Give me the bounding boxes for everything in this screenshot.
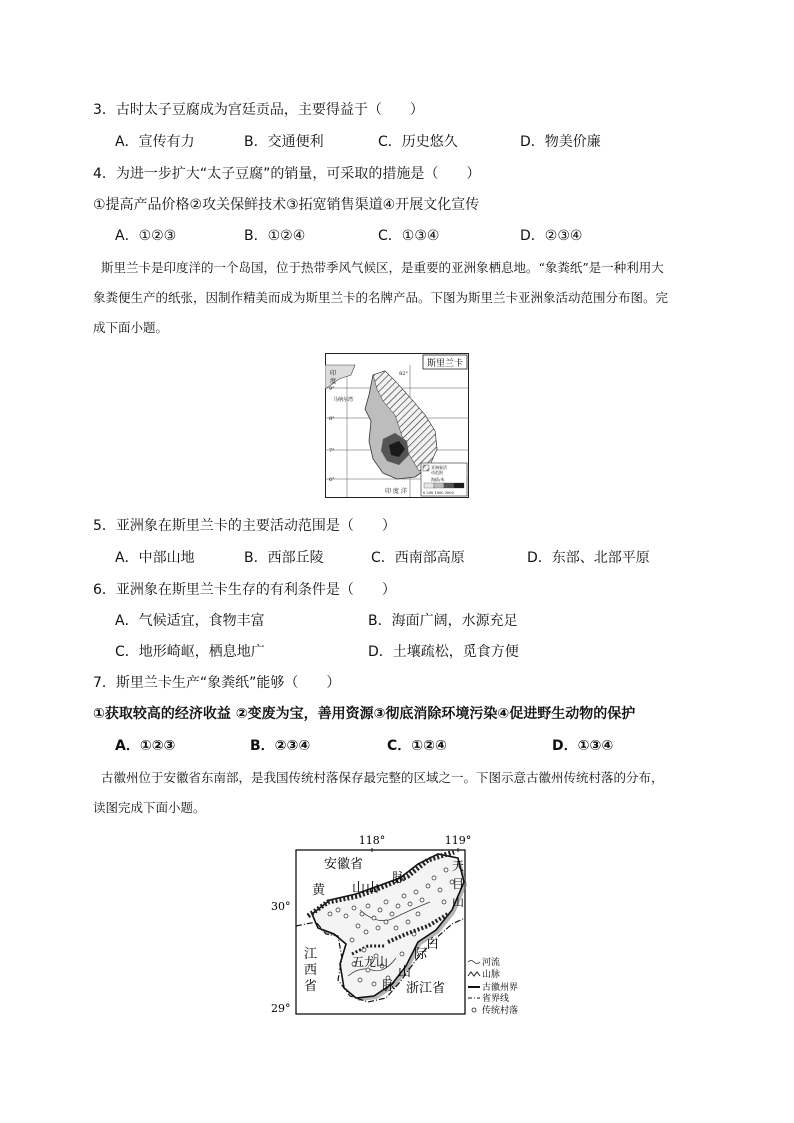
legend-village-icon <box>472 1008 476 1012</box>
map2-lat-29: 29° <box>271 1002 291 1015</box>
label-baiji-3: 山 <box>398 965 412 980</box>
q7-option-d: D．①③④ <box>552 738 614 754</box>
q7-items: ①获取较高的经济收益 ②变废为宝，善用资源③彻底消除环境污染④促进野生动物的保护 <box>93 706 636 722</box>
label-huang-3: 山 <box>366 881 380 896</box>
q7-option-c: C．①②④ <box>387 738 447 754</box>
map1-title: 斯里兰卡 <box>426 359 464 369</box>
legend-hatch-swatch <box>423 465 429 471</box>
q6-option-c: C．地形崎岖，栖息地广 <box>115 644 265 660</box>
label-anhui: 安徽省 <box>324 857 364 872</box>
label-huang-1: 黄 <box>312 883 326 898</box>
map1-lat-8: 8° <box>329 416 335 422</box>
map1-lon-label: 82° <box>399 371 408 377</box>
legend-mountain: 山脉 <box>482 970 501 980</box>
map1-sea-top-2: 度 <box>330 378 337 385</box>
label-wulong: 五龙山 <box>352 955 389 969</box>
map1-lat-7: 7° <box>329 448 335 454</box>
legend-river-icon <box>468 961 480 964</box>
passage1-line-1: 斯里兰卡是印度洋的一个岛国，位于热带季风气候区，是重要的亚洲象栖息地。“象粪纸”是一种利用大 <box>101 260 664 275</box>
label-tian-2: 目 <box>452 877 465 891</box>
q7-option-a: A．①②③ <box>115 738 176 754</box>
q6-option-d: D．土壤疏松，觅食方便 <box>368 644 519 660</box>
passage2-line-2: 读图完成下面小题。 <box>93 800 206 815</box>
label-baiji-4: 脉 <box>382 979 396 994</box>
q3-option-d: D．物美价廉 <box>520 134 601 150</box>
q4-option-d: D．②③④ <box>520 228 583 244</box>
label-jiangxi-1: 江 <box>304 947 318 962</box>
label-baiji-2: 际 <box>414 947 428 962</box>
legend-province-border: 省界线 <box>482 994 510 1004</box>
label-huang-4: 脉 <box>392 871 406 886</box>
q5-option-d: D．东部、北部平原 <box>527 550 650 566</box>
q5-option-a: A．中部山地 <box>115 550 195 566</box>
q6-option-a: A．气候适宜，食物丰富 <box>115 613 265 629</box>
map1-lat-6: 6° <box>329 477 335 483</box>
passage1-line-3: 成下面小题。 <box>93 320 169 335</box>
legend-range-1: 亚洲象活 <box>431 465 447 470</box>
q6-stem: 6．亚洲象在斯里兰卡生存的有利条件是（ ） <box>93 582 396 598</box>
huizhou-village-map <box>268 830 530 1018</box>
legend-range-2: 动范围 <box>431 470 443 475</box>
map1-sea-top-1: 印 <box>330 370 337 377</box>
q3-option-c: C．历史悠久 <box>378 134 458 150</box>
legend-mountain-icon <box>468 972 480 976</box>
sri-lanka-elephant-map <box>325 353 469 498</box>
map1-lat-9: 9° <box>329 386 335 392</box>
map2-lon-119: 119° <box>444 834 472 847</box>
q5-option-b: B．西部丘陵 <box>244 550 324 566</box>
q7-stem: 7．斯里兰卡生产“象粪纸”能够（ ） <box>93 675 341 691</box>
map2-lon-118: 118° <box>358 834 386 847</box>
label-jiangxi-2: 西 <box>304 963 318 978</box>
q4-option-c: C．①③④ <box>378 228 440 244</box>
label-jiangxi-3: 省 <box>304 979 318 994</box>
q3-stem: 3．古时太子豆腐成为宫廷贡品，主要得益于（ ） <box>93 102 424 118</box>
q3-option-a: A．宣传有力 <box>115 134 195 150</box>
q5-option-c: C．西南部高原 <box>371 550 465 566</box>
q4-option-a: A．①②③ <box>115 228 177 244</box>
map2-lat-30: 30° <box>271 900 291 913</box>
q4-stem: 4．为进一步扩大“太子豆腐”的销量，可采取的措施是（ ） <box>93 166 481 182</box>
legend-river: 河流 <box>482 958 501 968</box>
q4-option-b: B．①②④ <box>244 228 306 244</box>
map2-legend <box>468 956 518 1016</box>
label-baiji-1: 白 <box>426 937 440 952</box>
legend-huizhou-border: 古徽州界 <box>482 983 519 993</box>
legend-elev: 海拔/米 <box>431 477 445 482</box>
q7-option-b: B．②③④ <box>250 738 311 754</box>
label-zhejiang: 浙江省 <box>406 981 446 996</box>
q5-stem: 5．亚洲象在斯里兰卡的主要活动范围是（ ） <box>93 518 396 534</box>
label-tian-3: 山 <box>452 895 465 909</box>
q6-option-b: B．海面广阔，水源充足 <box>368 613 518 629</box>
map1-city: 马纳尔湾 <box>333 397 354 403</box>
legend-scale: 0 200 1000 2000 <box>423 491 454 495</box>
map1-ocean: 印 度 洋 <box>385 488 407 495</box>
q4-items: ①提高产品价格②攻关保鲜技术③拓宽销售渠道④开展文化宣传 <box>93 197 480 213</box>
passage1-line-2: 象粪便生产的纸张，因制作精美而成为斯里兰卡的名牌产品。下图为斯里兰卡亚洲象活动范围分布图。完 <box>93 290 669 305</box>
label-huang-2: 山 <box>352 881 366 896</box>
label-tian-1: 天 <box>452 859 465 873</box>
legend-village: 传统村落 <box>482 1006 519 1016</box>
q3-option-b: B．交通便利 <box>244 134 324 150</box>
passage2-line-1: 古徽州位于安徽省东南部，是我国传统村落保存最完整的区域之一。下图示意古徽州传统村落的分布， <box>101 770 664 785</box>
